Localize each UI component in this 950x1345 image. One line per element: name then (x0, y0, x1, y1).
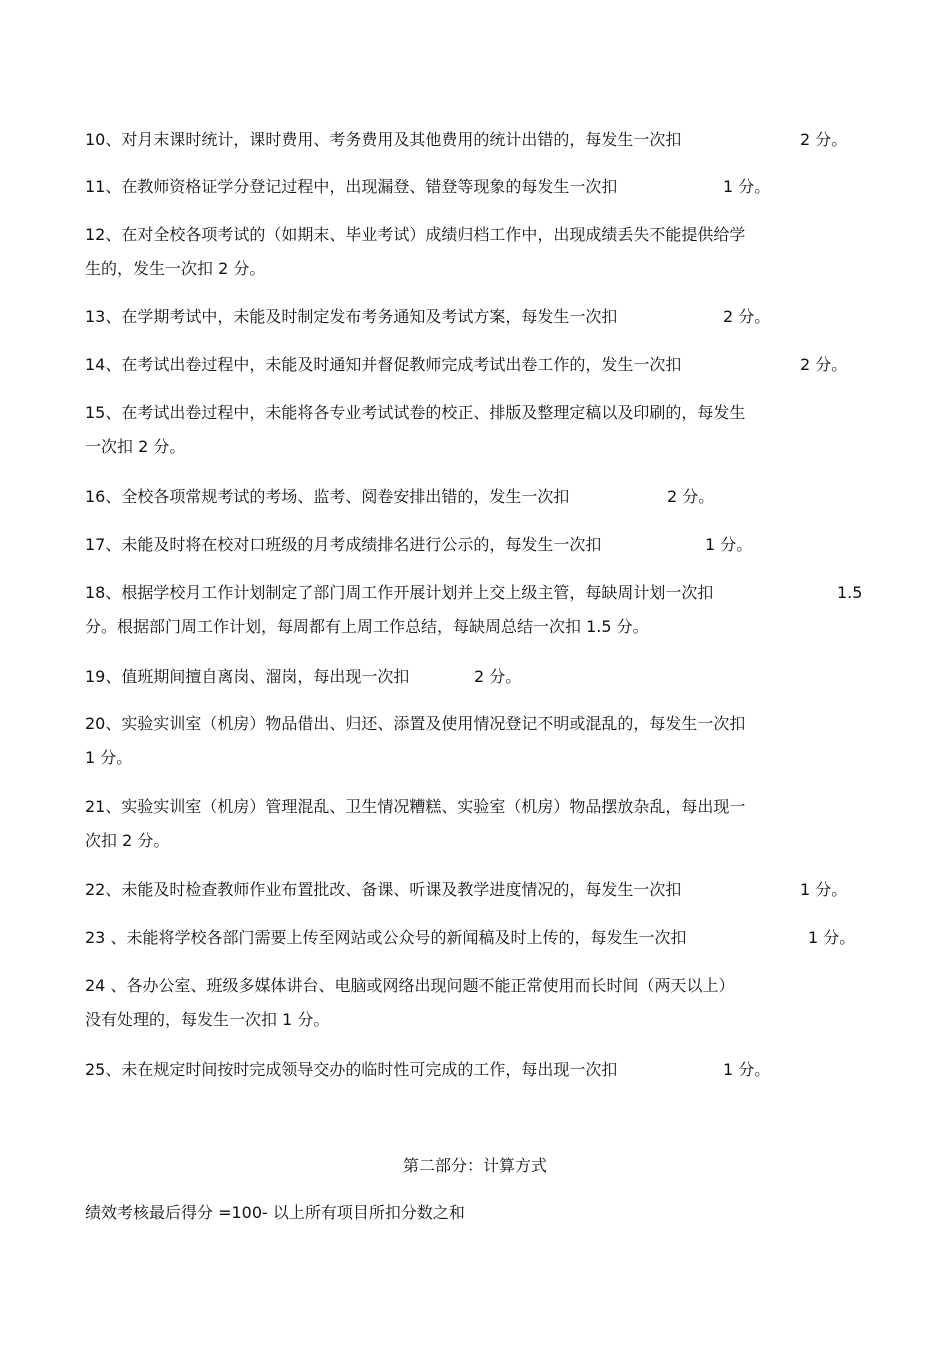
rule-item-12 (85, 218, 875, 286)
rule-text: 17、未能及时将在校对口班级的月考成绩排名进行公示的，每发生一次扣 (85, 535, 602, 554)
rule-text-continued: 1 分。 (85, 748, 133, 767)
rule-text: 21、实验实训室（机房）管理混乱、卫生情况糟糕、实验室（机房）物品摆放杂乱，每出现一 (85, 797, 746, 816)
rule-score: 1 分。 (808, 928, 856, 947)
rule-item-21 (85, 790, 875, 858)
rule-item-11 (85, 170, 875, 204)
rule-item-10 (85, 123, 875, 157)
rule-item-22 (85, 873, 875, 907)
rule-text-continued: 一次扣 2 分。 (85, 437, 186, 456)
rule-score: 2 分。 (800, 130, 848, 149)
rule-item-13 (85, 300, 875, 334)
rule-item-16 (85, 480, 875, 514)
rule-item-24 (85, 969, 875, 1037)
section-title: 第二部分：计算方式 (402, 1156, 547, 1175)
rule-text: 10、对月末课时统计，课时费用、考务费用及其他费用的统计出错的，每发生一次扣 (85, 130, 682, 149)
rule-score: 2 分。 (800, 355, 848, 374)
rule-score: 2 分。 (667, 487, 715, 506)
rule-score: 1 分。 (723, 1060, 771, 1079)
rule-text-continued: 分。根据部门周工作计划，每周都有上周工作总结，每缺周总结一次扣 1.5 分。 (85, 617, 649, 636)
rule-item-25 (85, 1053, 875, 1087)
rule-score: 2 分。 (723, 307, 771, 326)
rule-text: 18、根据学校月工作计划制定了部门周工作开展计划并上交上级主管，每缺周计划一次扣 (85, 583, 714, 602)
rule-text: 14、在考试出卷过程中，未能及时通知并督促教师完成考试出卷工作的，发生一次扣 (85, 355, 682, 374)
rule-item-19 (85, 660, 875, 694)
rule-score: 1 分。 (705, 535, 753, 554)
rule-text-continued: 次扣 2 分。 (85, 831, 170, 850)
rule-score: 2 分。 (474, 667, 522, 686)
rule-text-continued: 生的，发生一次扣 2 分。 (85, 259, 266, 278)
rule-text: 23 、未能将学校各部门需要上传至网站或公众号的新闻稿及时上传的，每发生一次扣 (85, 928, 687, 947)
rule-item-14 (85, 348, 875, 382)
rule-item-17 (85, 528, 875, 562)
rule-text: 22、未能及时检查教师作业布置批改、备课、听课及教学进度情况的，每发生一次扣 (85, 880, 682, 899)
rule-score: 1 分。 (800, 880, 848, 899)
rule-text: 24 、各办公室、班级多媒体讲台、电脑或网络出现问题不能正常使用而长时间（两天以上） (85, 976, 735, 995)
rule-text: 16、全校各项常规考试的考场、监考、阅卷安排出错的，发生一次扣 (85, 487, 570, 506)
rule-item-20 (85, 707, 875, 775)
rule-text: 19、值班期间擅自离岗、溜岗，每出现一次扣 (85, 667, 410, 686)
rule-text-continued: 没有处理的，每发生一次扣 1 分。 (85, 1010, 330, 1029)
rule-text: 12、在对全校各项考试的（如期末、毕业考试）成绩归档工作中，出现成绩丢失不能提供给学 (85, 225, 746, 244)
rule-score: 1 分。 (723, 177, 771, 196)
score-formula: 绩效考核最后得分 =100- 以上所有项目所扣分数之和 (85, 1203, 465, 1222)
rule-text: 13、在学期考试中，未能及时制定发布考务通知及考试方案，每发生一次扣 (85, 307, 618, 326)
rule-item-23 (85, 921, 875, 955)
rule-text: 20、实验实训室（机房）物品借出、归还、添置及使用情况登记不明或混乱的，每发生一次扣 (85, 714, 746, 733)
rule-text: 15、在考试出卷过程中，未能将各专业考试试卷的校正、排版及整理定稿以及印刷的，每发生 (85, 403, 746, 422)
rule-item-18 (85, 576, 875, 644)
rule-item-15 (85, 396, 875, 464)
rule-text: 25、未在规定时间按时完成领导交办的临时性可完成的工作，每出现一次扣 (85, 1060, 618, 1079)
rule-score: 1.5 (837, 583, 863, 602)
rule-text: 11、在教师资格证学分登记过程中，出现漏登、错登等现象的每发生一次扣 (85, 177, 618, 196)
